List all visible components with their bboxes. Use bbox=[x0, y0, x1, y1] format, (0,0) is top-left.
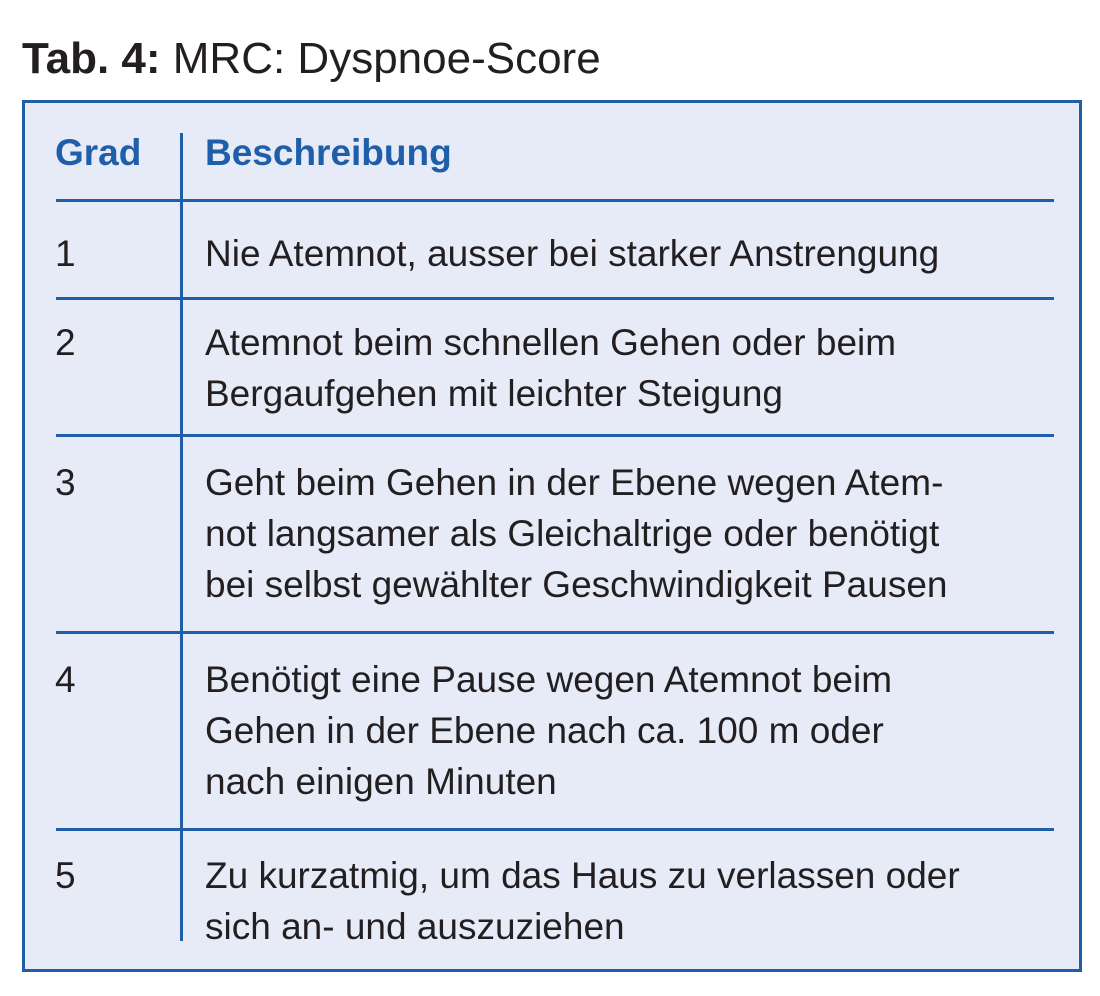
header-grade: Grad bbox=[55, 132, 142, 173]
row-3-description bbox=[205, 457, 1055, 610]
row-3-line-3: bei selbst gewählter Geschwindigkeit Pausen bbox=[205, 564, 948, 605]
column-divider bbox=[180, 133, 183, 941]
row-divider bbox=[56, 828, 1054, 831]
header-divider bbox=[56, 199, 1054, 202]
row-2-description bbox=[205, 317, 1055, 419]
row-2-line-1: Atemnot beim schnellen Gehen oder beim bbox=[205, 322, 897, 363]
row-2-line-2: Bergaufgehen mit leichter Steigung bbox=[205, 373, 783, 414]
row-4-line-1: Benötigt eine Pause wegen Atemnot beim bbox=[205, 659, 893, 700]
caption-title: MRC: Dyspnoe-Score bbox=[172, 34, 601, 83]
dyspnea-score-table bbox=[22, 100, 1082, 972]
row-5-line-2: sich an- und auszuziehen bbox=[205, 906, 625, 947]
row-1-grade: 1 bbox=[55, 233, 76, 274]
row-5-line-1: Zu kurzatmig, um das Haus zu verlassen oder bbox=[205, 855, 960, 896]
row-1-description bbox=[205, 228, 1055, 279]
row-divider bbox=[56, 434, 1054, 437]
row-divider bbox=[56, 631, 1054, 634]
row-4-grade: 4 bbox=[55, 659, 76, 700]
header-description: Beschreibung bbox=[205, 132, 452, 173]
row-1-line-1: Nie Atemnot, ausser bei starker Anstrengung bbox=[205, 233, 940, 274]
row-4-line-3: nach einigen Minuten bbox=[205, 761, 557, 802]
row-5-description bbox=[205, 850, 1055, 952]
row-4-line-2: Gehen in der Ebene nach ca. 100 m oder bbox=[205, 710, 884, 751]
row-2-grade: 2 bbox=[55, 322, 76, 363]
row-3-line-1: Geht beim Gehen in der Ebene wegen Atem- bbox=[205, 462, 944, 503]
row-3-line-2: not langsamer als Gleichaltrige oder benötigt bbox=[205, 513, 940, 554]
table-caption bbox=[22, 30, 601, 88]
row-3-grade: 3 bbox=[55, 462, 76, 503]
row-divider bbox=[56, 297, 1054, 300]
row-5-grade: 5 bbox=[55, 855, 76, 896]
caption-label: Tab. 4: bbox=[22, 34, 161, 83]
row-4-description bbox=[205, 654, 1055, 807]
